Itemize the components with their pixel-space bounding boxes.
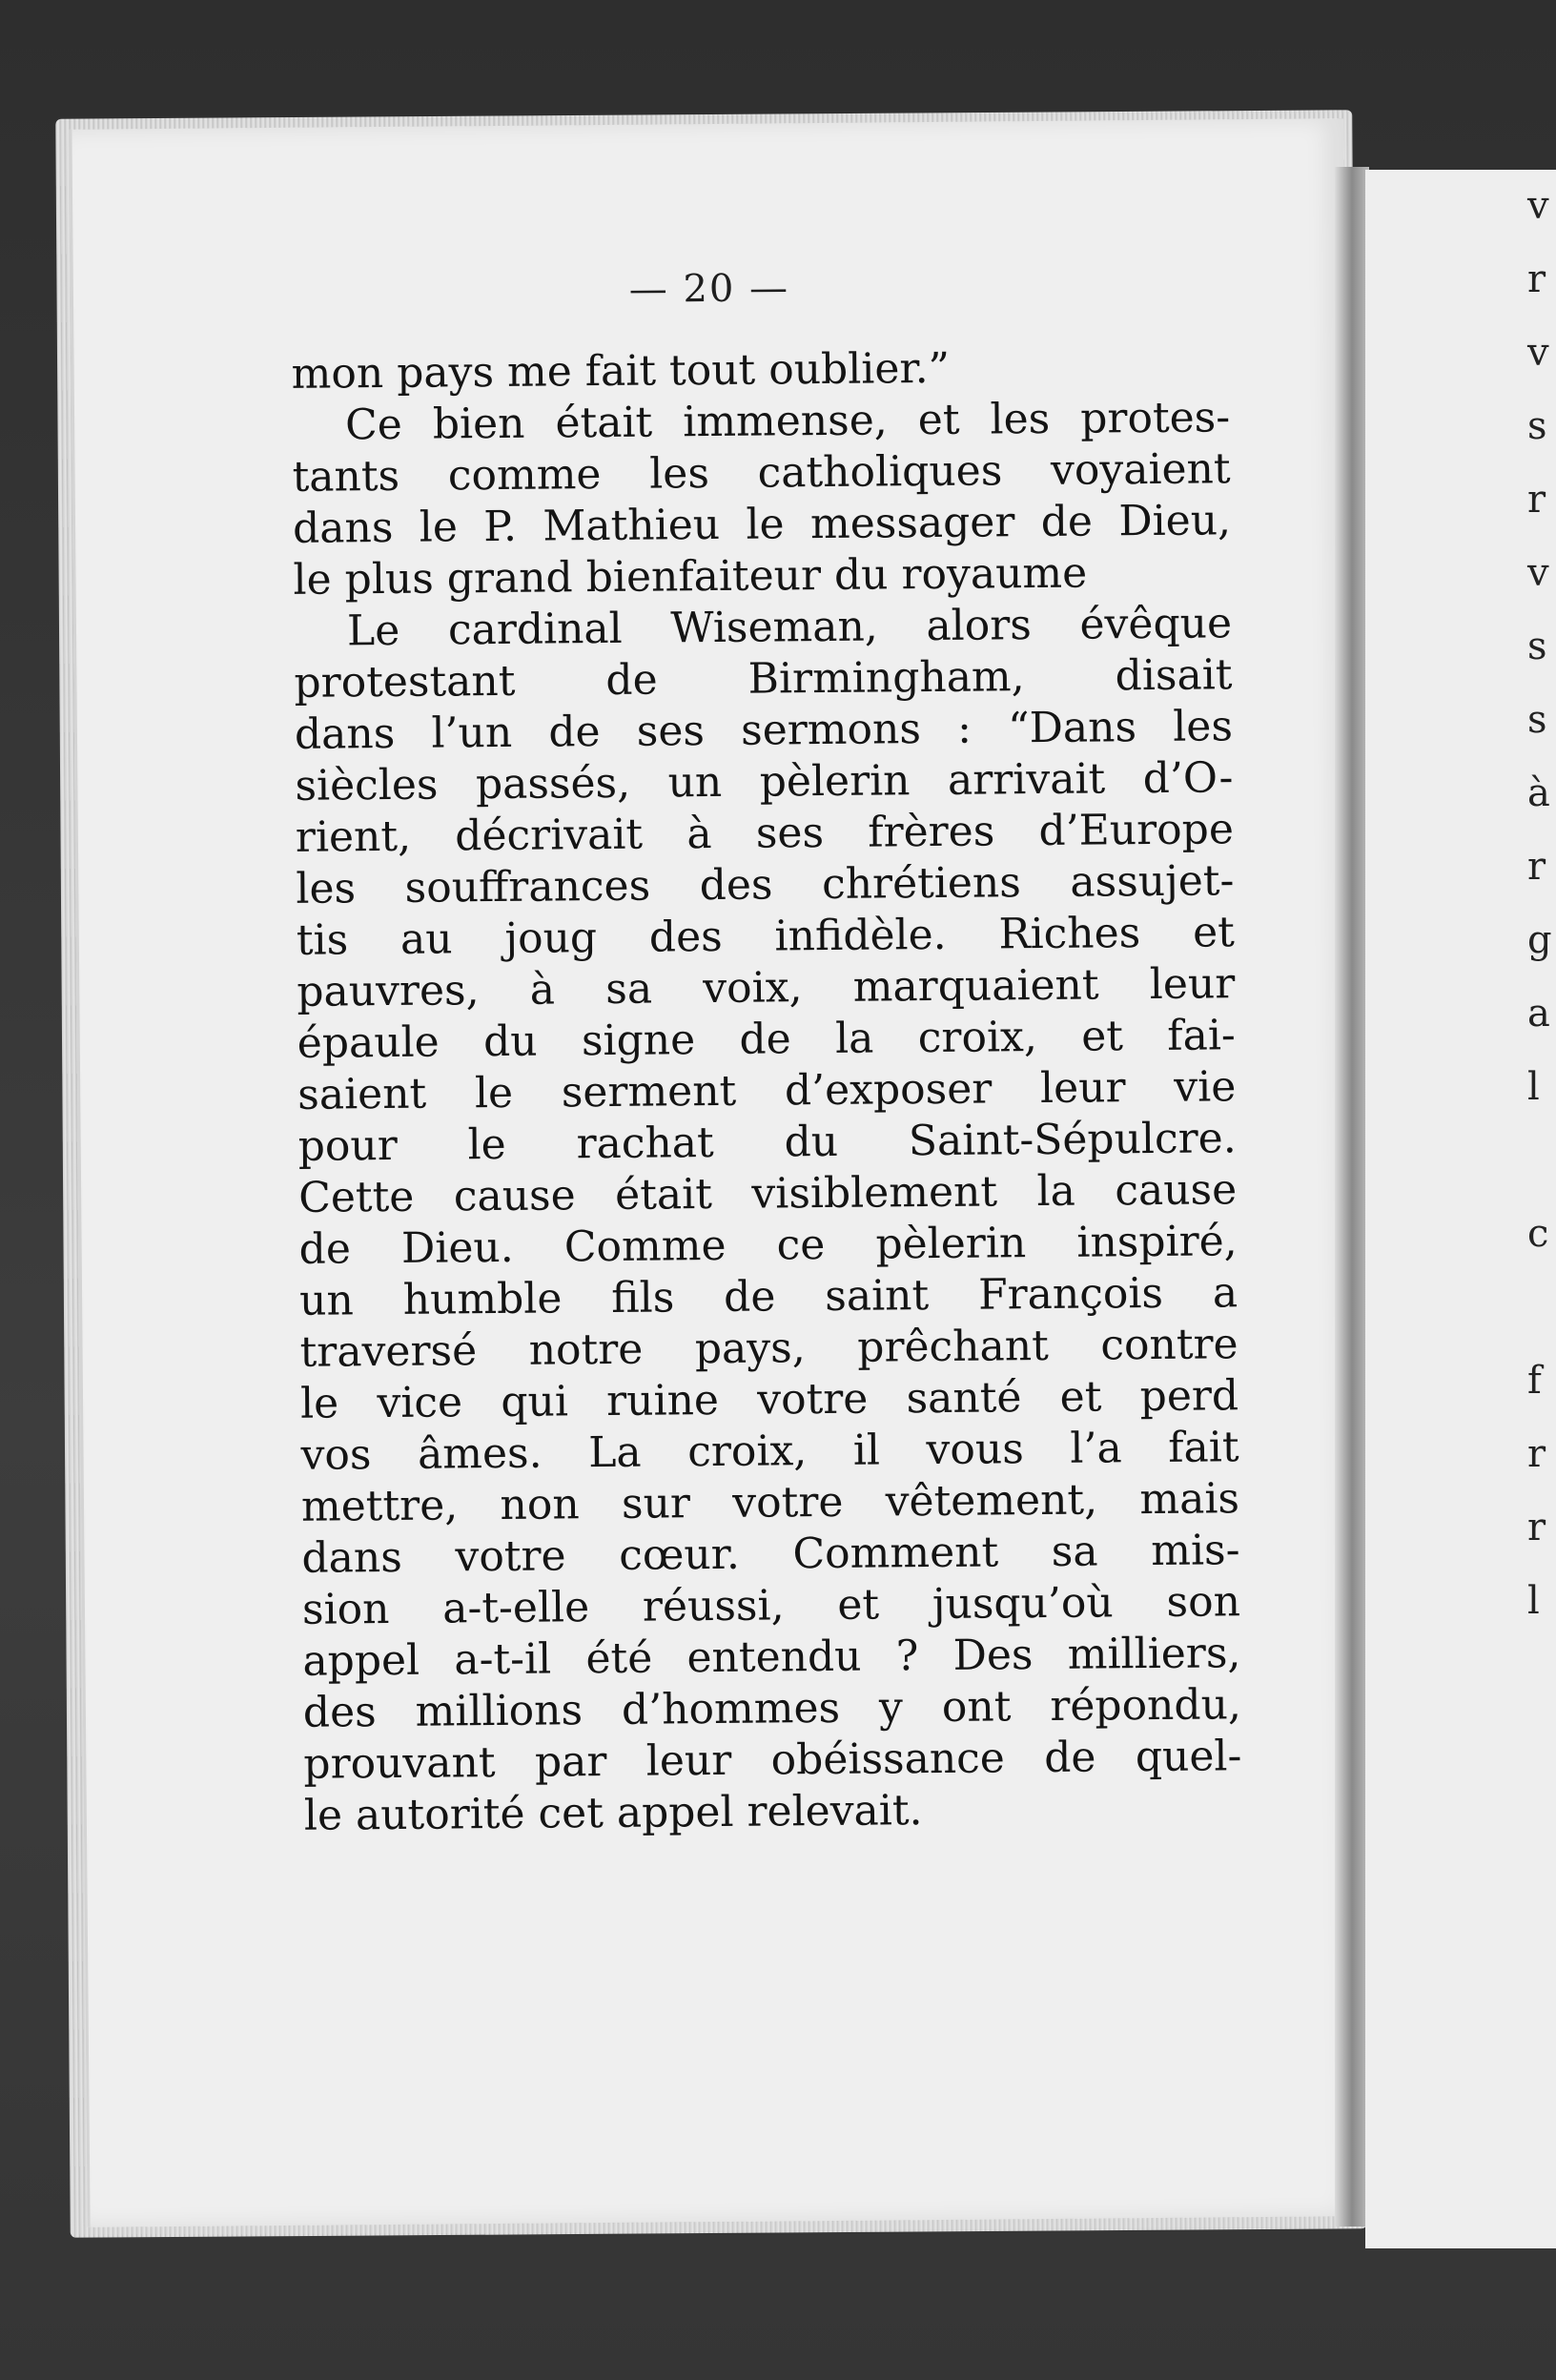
- text-line: un humble fils de saint François a: [298, 1268, 1239, 1325]
- facing-page-cut-text: [1527, 170, 1556, 1638]
- text-line: Cette cause était visiblement la cause: [297, 1165, 1238, 1222]
- text-line: appel a-t-il été entendu ? Des milliers,: [302, 1629, 1241, 1686]
- facing-page-glyph: l: [1527, 1579, 1540, 1623]
- text-line: dans votre cœur. Comment sa mis-: [301, 1526, 1240, 1583]
- text-line: dans l’un de ses sermons : “Dans les: [294, 702, 1234, 759]
- facing-page-glyph: à: [1527, 771, 1550, 815]
- text-line: prouvant par leur obéissance de quel-: [303, 1732, 1242, 1789]
- text-line: dans le P. Mathieu le messager de Dieu,: [292, 496, 1232, 553]
- text-line: traversé notre pays, prêchant contre: [299, 1320, 1239, 1377]
- text-line: les souffrances des chrétiens assujet-: [296, 856, 1235, 913]
- facing-page-glyph: f: [1527, 1359, 1542, 1403]
- facing-page-glyph: s: [1527, 404, 1547, 448]
- body-text: [291, 340, 1242, 1842]
- facing-page-glyph: s: [1527, 625, 1547, 668]
- facing-page-glyph: r: [1527, 257, 1546, 301]
- text-line: le plus grand bienfaiteur du royaume: [293, 548, 1088, 605]
- facing-page-glyph: l: [1527, 1065, 1540, 1109]
- text-line: siècles passés, un pèlerin arrivait d’O-: [295, 753, 1234, 810]
- text-line: le vice qui ruine votre santé et perd: [299, 1371, 1239, 1428]
- text-line: tants comme les catholiques voyaient: [292, 444, 1231, 502]
- text-line: pauvres, à sa voix, marquaient leur: [297, 959, 1236, 1016]
- text-line: pour le rachat du Saint-Sépulcre.: [297, 1114, 1237, 1171]
- text-line: Ce bien était immense, et les protes-: [344, 393, 1231, 450]
- facing-page-glyph: [1527, 1271, 1556, 1344]
- text-line: saient le serment d’exposer leur vie: [297, 1062, 1237, 1119]
- facing-page-glyph: g: [1527, 918, 1552, 962]
- facing-page-glyph: v: [1527, 331, 1549, 375]
- facing-page-glyph: v: [1527, 184, 1549, 228]
- facing-page-glyph: v: [1527, 551, 1549, 595]
- text-line: de Dieu. Comme ce pèlerin inspiré,: [298, 1217, 1238, 1274]
- facing-page-glyph: a: [1527, 992, 1550, 1036]
- facing-page-edge: [1365, 170, 1556, 2248]
- text-line: sion a-t-elle réussi, et jusqu’où son: [301, 1577, 1241, 1634]
- left-page: [69, 118, 1362, 2227]
- text-line: tis au joug des infidèle. Riches et: [296, 908, 1236, 965]
- facing-page-glyph: r: [1527, 1506, 1546, 1549]
- page-number: — 20 —: [628, 266, 790, 312]
- text-line: vos âmes. La croix, il vous l’a fait: [300, 1423, 1239, 1480]
- facing-page-glyph: [1527, 1124, 1556, 1198]
- text-line: mettre, non sur votre vêtement, mais: [300, 1474, 1240, 1531]
- facing-page-glyph: c: [1527, 1212, 1549, 1256]
- book-gutter: [1335, 167, 1369, 2226]
- text-line: le autorité cet appel relevait.: [303, 1786, 923, 1840]
- text-line: épaule du signe de la croix, et fai-: [297, 1011, 1236, 1068]
- text-line: Le cardinal Wiseman, alors évêque: [346, 599, 1233, 656]
- text-line: mon pays me fait tout oublier.”: [291, 343, 951, 399]
- facing-page-glyph: r: [1527, 845, 1546, 889]
- text-line: des millions d’hommes y ont répondu,: [302, 1680, 1242, 1737]
- facing-page-glyph: r: [1527, 1432, 1546, 1476]
- text-line: rient, décrivait à ses frères d’Europe: [295, 805, 1235, 862]
- facing-page-glyph: r: [1527, 478, 1546, 522]
- facing-page-glyph: s: [1527, 698, 1547, 742]
- text-line: protestant de Birmingham, disait: [294, 650, 1233, 708]
